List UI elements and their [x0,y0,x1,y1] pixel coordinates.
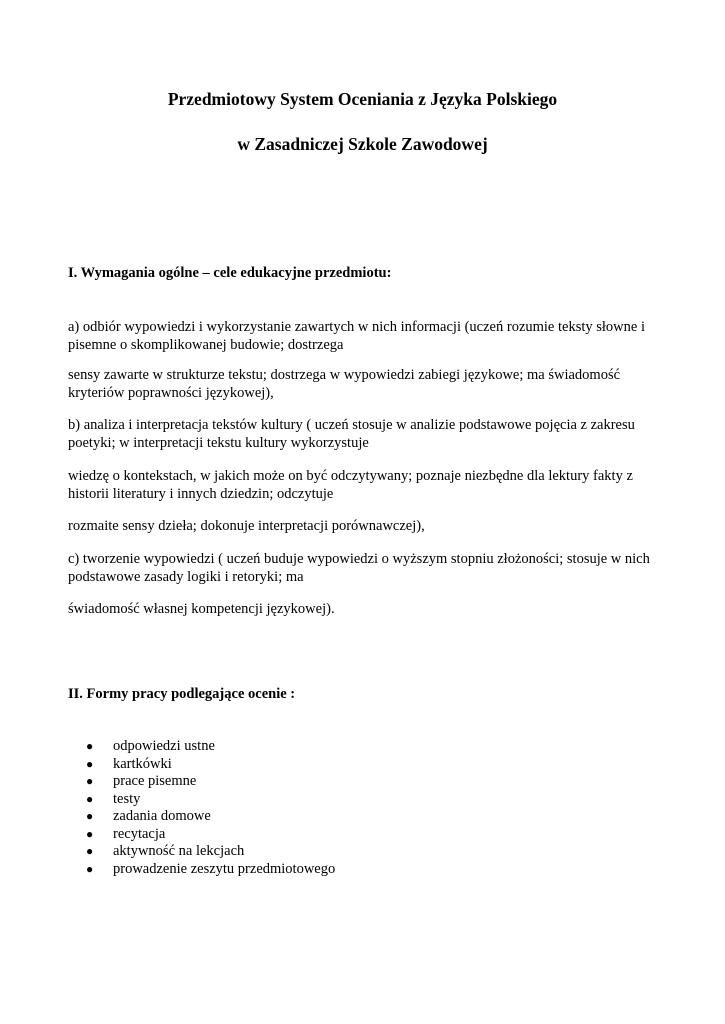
bullet-icon: ● [86,844,94,858]
assessment-forms-list [86,738,335,878]
section-1-paragraph-1: a) odbiór wypowiedzi i wykorzystanie zawartych w nich informacji (uczeń rozumie teksty słowne i pisemne o skomplikowanej budowie; dostrzega [68,319,645,353]
section-1-paragraph-3: b) analiza i interpretacja tekstów kultury ( uczeń stosuje w analizie podstawowe pojęcia z zakresu poetyki; w interpretacji tekstu kultury wykorzystuje [68,417,635,451]
list-item [86,808,335,826]
section-1-paragraph-4: wiedzę o kontekstach, w jakich może on być odczytywany; poznaje niezbędne dla lektury fakty z historii literatury i innych dziedzin; odczytuje [68,468,633,502]
bullet-icon: ● [86,809,94,823]
list-item [86,826,335,844]
list-item-label: odpowiedzi ustne [113,738,215,754]
section-1-paragraph-6: c) tworzenie wypowiedzi ( uczeń buduje wypowiedzi o wyższym stopniu złożoności; stosuje w nich podstawowe zasady logiki i retoryki; ma [68,551,650,585]
list-item [86,738,335,756]
document-title-line-1: Przedmiotowy System Oceniania z Języka Polskiego [167,89,558,109]
document-title-line-2: w Zasadniczej Szkole Zawodowej [237,134,488,154]
list-item-label: zadania domowe [113,808,211,824]
section-1-paragraph-5: rozmaite sensy dzieła; dokonuje interpretacji porównawczej), [68,518,425,534]
list-item [86,791,335,809]
bullet-icon: ● [86,739,94,753]
list-item-label: prace pisemne [113,773,197,789]
section-1-paragraph-2: sensy zawarte w strukturze tekstu; dostrzega w wypowiedzi zabiegi językowe; ma świadomość kryteriów poprawności językowej), [68,367,621,401]
bullet-icon: ● [86,774,94,788]
list-item [86,756,335,774]
list-item-label: recytacja [113,825,166,842]
bullet-icon: ● [86,826,94,841]
bullet-icon: ● [86,791,94,806]
list-item-label: testy [113,790,141,807]
list-item-label: kartkówki [113,755,172,772]
section-1-heading: I. Wymagania ogólne – cele edukacyjne przedmiotu: [68,265,392,281]
list-item-label: prowadzenie zeszytu przedmiotowego [113,860,336,877]
bullet-icon: ● [86,861,94,876]
section-1-paragraph-7: świadomość własnej kompetencji językowej). [68,601,335,617]
list-item [86,773,335,791]
list-item [86,843,335,861]
bullet-icon: ● [86,756,94,771]
section-2-heading: II. Formy pracy podlegające ocenie : [68,686,296,702]
list-item-label: aktywność na lekcjach [113,843,245,859]
list-item [86,861,335,879]
